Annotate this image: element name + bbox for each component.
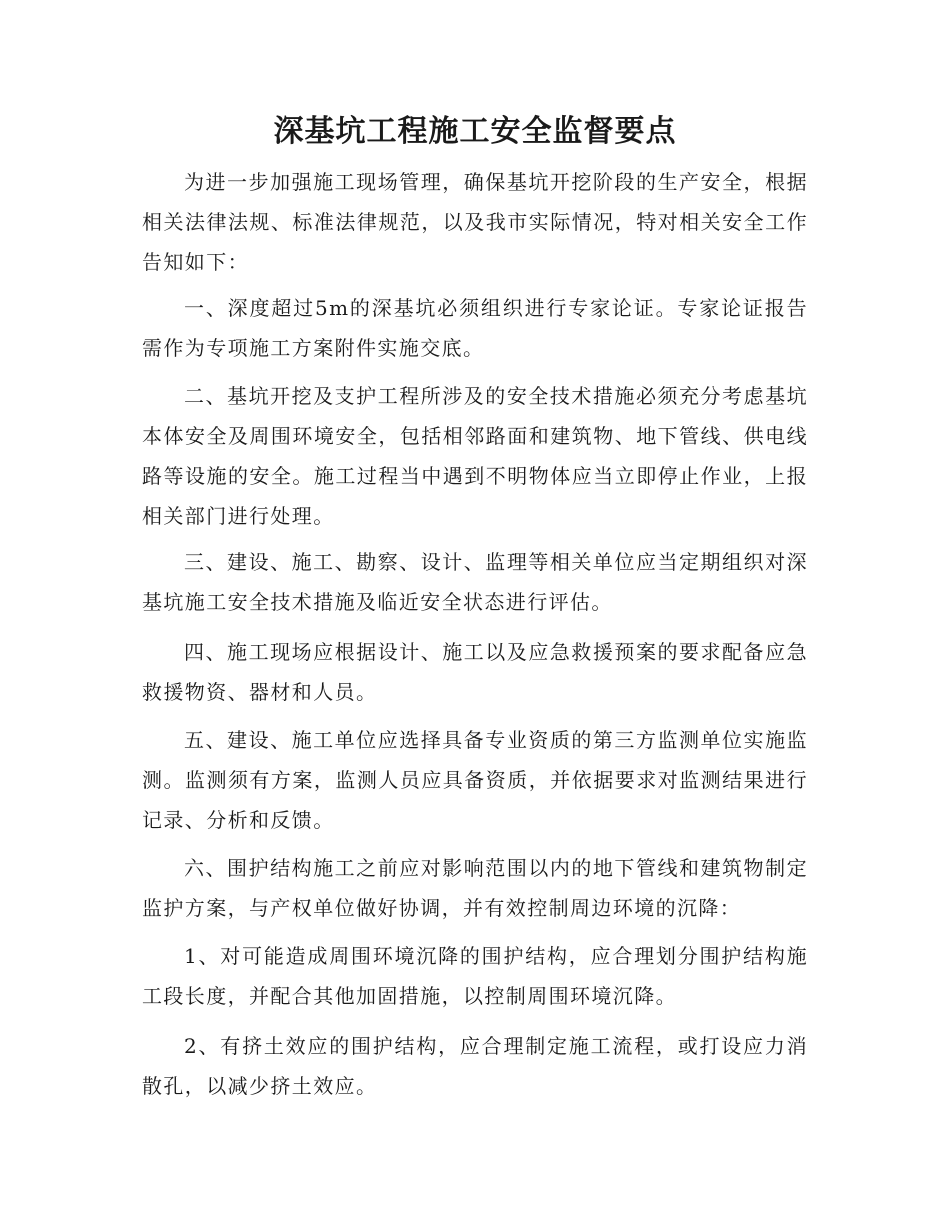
paragraph-item-1: 一、深度超过5m的深基坑必须组织进行专家论证。专家论证报告需作为专项施工方案附件实施交底。: [142, 296, 808, 360]
document-title: 深基坑工程施工安全监督要点: [273, 114, 677, 149]
paragraph-sub-1: 1、对可能造成周围环境沉降的围护结构，应合理划分围护结构施工段长度，并配合其他加固措施，以控制周围环境沉降。: [142, 944, 808, 1008]
paragraph-item-6: 六、围护结构施工之前应对影响范围以内的地下管线和建筑物制定监护方案，与产权单位做好协调，并有效控制周边环境的沉降：: [142, 856, 808, 920]
paragraph-item-2: 二、基坑开挖及支护工程所涉及的安全技术措施必须充分考虑基坑本体安全及周围环境安全，包括相邻路面和建筑物、地下管线、供电线路等设施的安全。施工过程当中遇到不明物体应当立即停止作业，上报相关部门进行处理。: [142, 384, 808, 528]
paragraph-item-3: 三、建设、施工、勘察、设计、监理等相关单位应当定期组织对深基坑施工安全技术措施及临近安全状态进行评估。: [142, 550, 808, 614]
paragraph-item-4: 四、施工现场应根据设计、施工以及应急救援预案的要求配备应急救援物资、器材和人员。: [142, 640, 808, 704]
paragraph-sub-2: 2、有挤土效应的围护结构，应合理制定施工流程，或打设应力消散孔，以减少挤土效应。: [142, 1034, 808, 1098]
paragraph-item-5: 五、建设、施工单位应选择具备专业资质的第三方监测单位实施监测。监测须有方案，监测人员应具备资质，并依据要求对监测结果进行记录、分析和反馈。: [142, 728, 808, 832]
paragraph-intro: 为进一步加强施工现场管理，确保基坑开挖阶段的生产安全，根据相关法律法规、标准法律规范，以及我市实际情况，特对相关安全工作告知如下：: [142, 170, 808, 274]
